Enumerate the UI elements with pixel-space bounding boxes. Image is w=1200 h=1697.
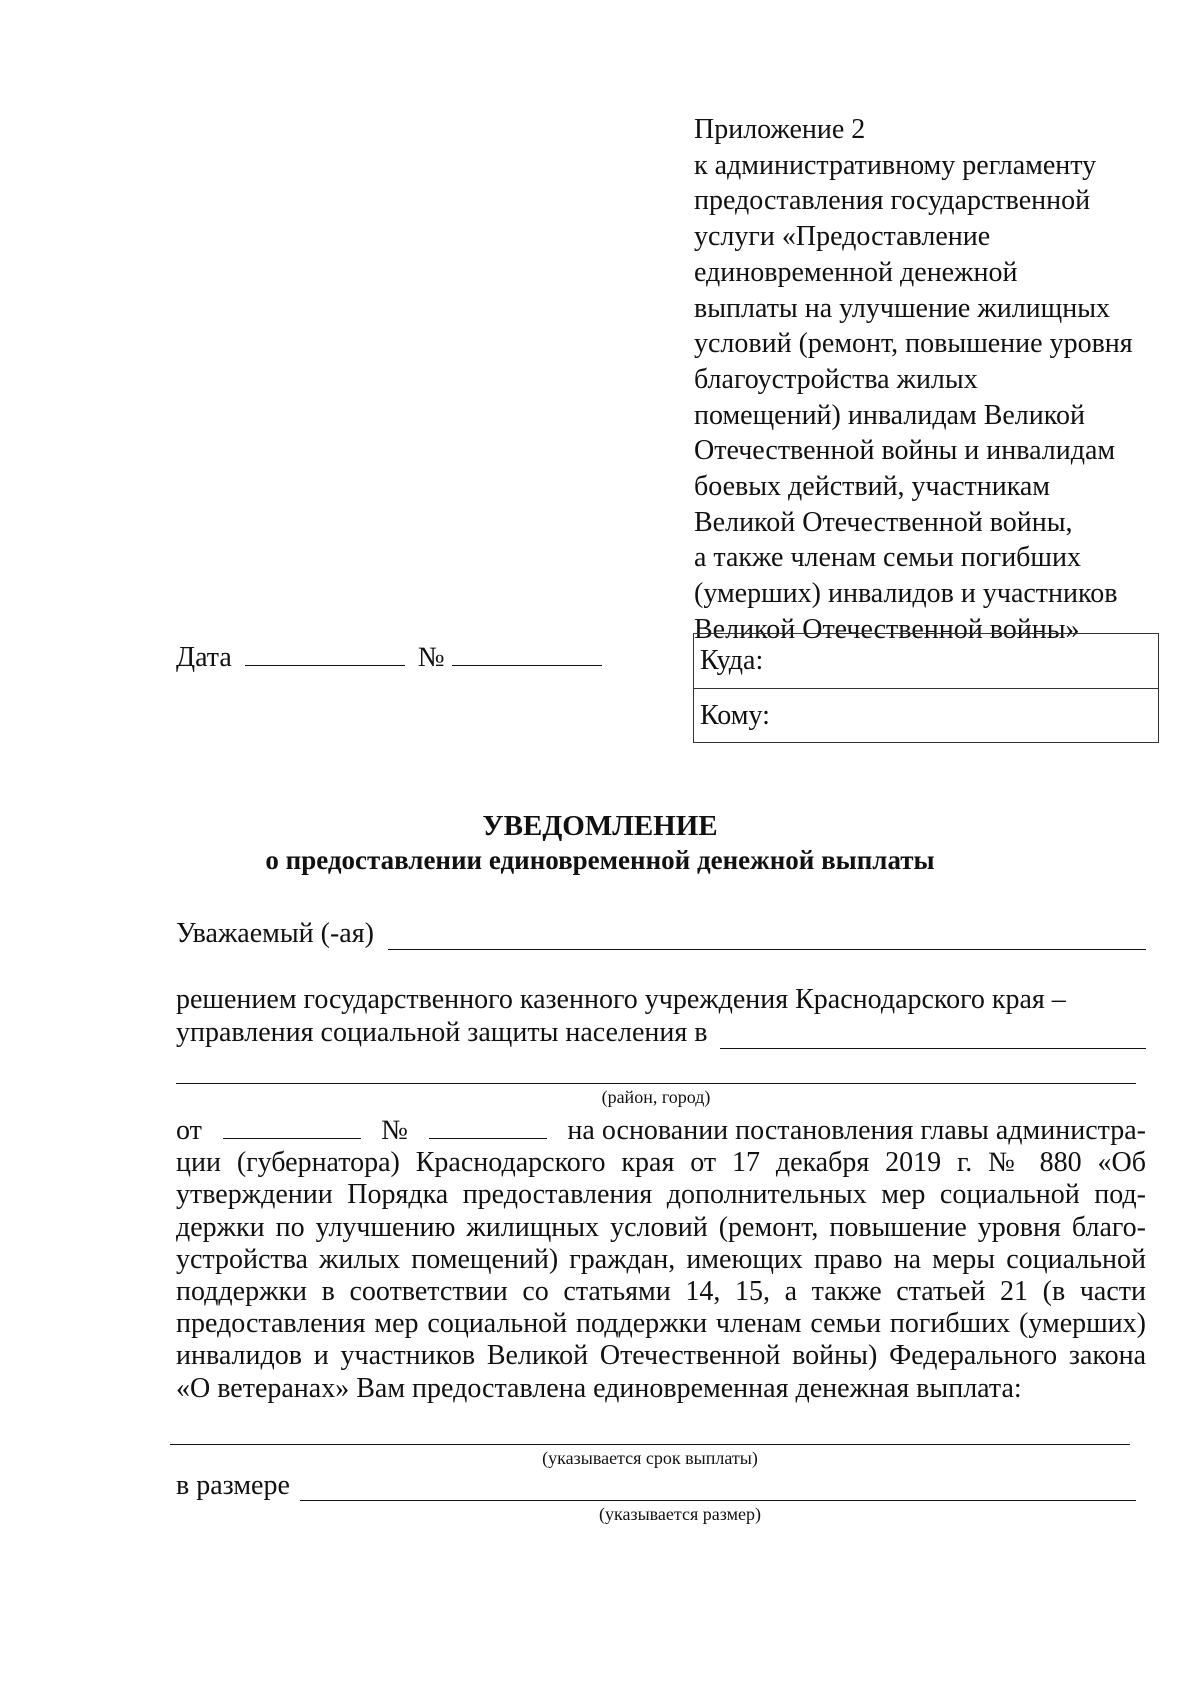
from-label: от [176, 1115, 202, 1146]
greeting [176, 918, 374, 950]
payment-term-field[interactable] [170, 1444, 1130, 1445]
body-line: ции (губернатора) Краснодарского края от 17 декабря 2019 г. № 880 «Об [176, 1147, 1146, 1179]
number-label: № [417, 642, 445, 673]
appendix-header [694, 112, 1164, 648]
to-where-label: Куда: [700, 645, 764, 676]
to-whom-label: Кому: [700, 700, 770, 731]
appendix-line: боевых действий, участникам [694, 471, 1051, 503]
appendix-line: выплаты на улучшение жилищных [694, 292, 1111, 324]
body-line: устройства жилых помещений) граждан, имеющих право на меры социальной [176, 1243, 1146, 1275]
appendix-line: единовременной денежной [694, 256, 1018, 288]
body-line: утверждении Порядка предоставления дополнительных мер социальной под- [176, 1179, 1146, 1211]
appendix-line: к административному регламенту [694, 149, 1097, 181]
body-line: держки по улучшению жилищных условий (ремонт, повышение уровня благо- [176, 1211, 1146, 1243]
appendix-line: а также членам семьи погибших [694, 542, 1081, 574]
appendix-line: помещений) инвалидам Великой [694, 399, 1085, 431]
appendix-line: Великой Отечественной войны» [694, 613, 1080, 645]
to-whom-field[interactable] [694, 688, 1158, 742]
body-line: «О ветеранах» Вам предоставлена единовременная денежная выплата: [176, 1372, 1022, 1404]
address-box [693, 633, 1159, 743]
recipient-name-field[interactable] [388, 949, 1146, 950]
decision-number-field[interactable] [429, 1116, 547, 1139]
body-line: поддержки в соответствии со статьями 14, 15, а также статьей 21 (в части [176, 1276, 1146, 1308]
amount-label: в размере [176, 1470, 290, 1501]
appendix-line: благоустройства жилых [694, 363, 978, 395]
appendix-line: Отечественной войны и инвалидам [694, 435, 1116, 467]
appendix-line: услуги «Предоставление [694, 221, 991, 253]
body-first-line [176, 1115, 1146, 1147]
document-subtitle: о предоставлении единовременной денежной выплаты [265, 845, 935, 875]
date-label: Дата [176, 642, 232, 673]
payment-term-caption: (указывается срок выплаты) [542, 1448, 758, 1468]
date-number-line [176, 640, 602, 676]
appendix-line: Приложение 2 [694, 114, 866, 145]
appendix-line: предоставления государственной [694, 185, 1091, 217]
body-line: предоставления мер социальной поддержки членам семьи погибших (умерших) [176, 1308, 1146, 1340]
greeting-label: Уважаемый (-ая) [176, 918, 374, 949]
district-caption: (район, город) [601, 1087, 711, 1107]
decision-line-2: управления социальной защиты населения в [176, 1017, 708, 1048]
to-where-field[interactable] [694, 634, 1158, 688]
appendix-line: (умерших) инвалидов и участников [694, 578, 1118, 610]
body-paragraph [176, 1115, 1146, 1405]
district-field-continued[interactable] [176, 1083, 1136, 1084]
decision-date-field[interactable] [223, 1116, 361, 1139]
decision-line-1: решением государственного казенного учреждения Краснодарского края – [176, 984, 1066, 1015]
body-line: инвалидов и участников Великой Отечественной войны) Федерального закона [176, 1340, 1146, 1372]
decision-number-label: № [381, 1115, 408, 1146]
district-field[interactable] [720, 1048, 1146, 1049]
amount-caption: (указывается размер) [599, 1504, 761, 1524]
date-field[interactable] [245, 664, 405, 666]
number-field[interactable] [452, 664, 602, 666]
document-title: УВЕДОМЛЕНИЕ [482, 810, 718, 842]
amount-field[interactable] [300, 1500, 1136, 1501]
body-first-line-tail: на основании постановления главы администра- [567, 1115, 1146, 1146]
appendix-line: условий (ремонт, повышение уровня [694, 328, 1133, 360]
appendix-line: Великой Отечественной войны, [694, 506, 1073, 538]
